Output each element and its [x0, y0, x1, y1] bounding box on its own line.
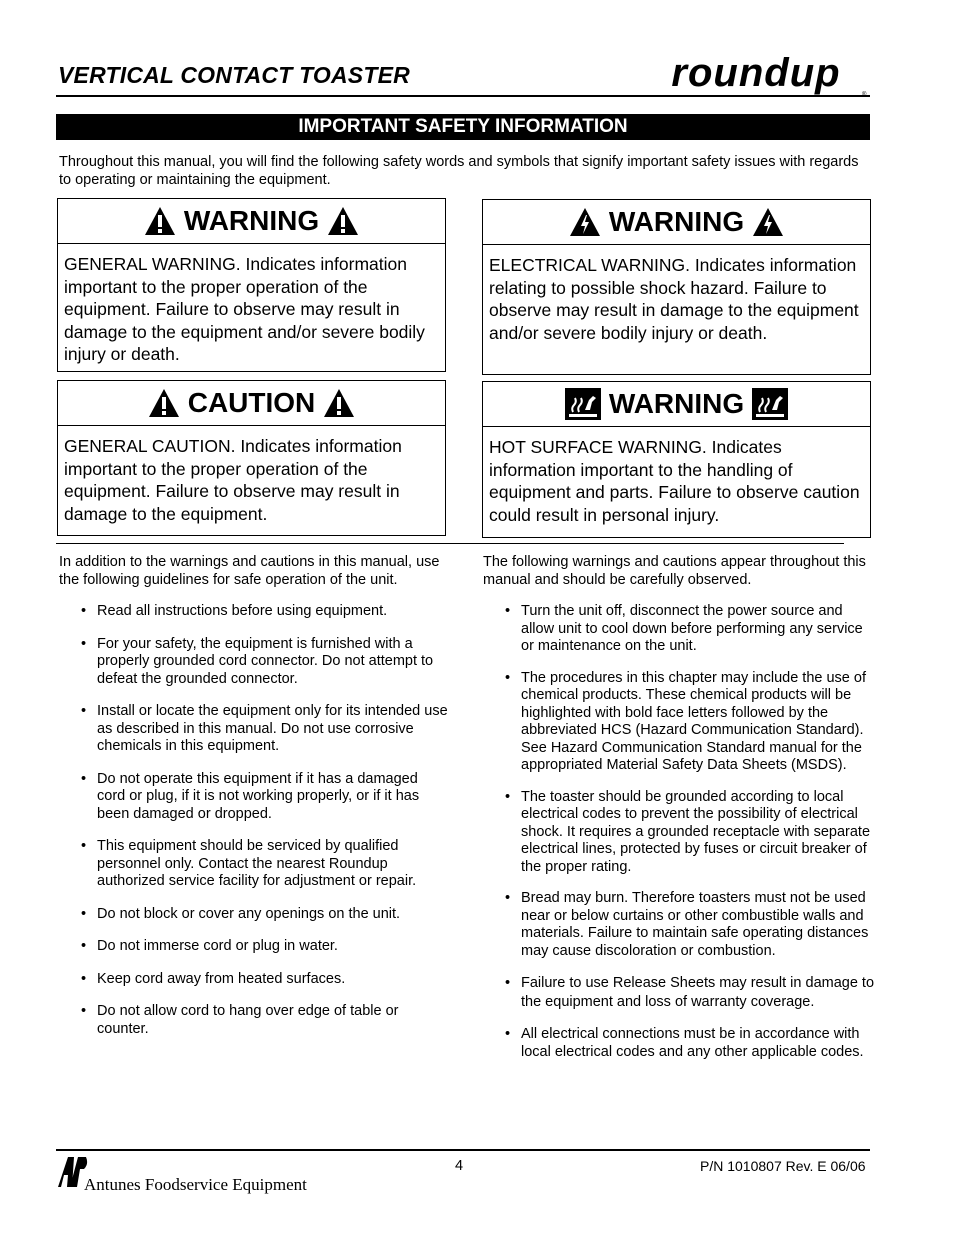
exclamation-triangle-icon — [323, 388, 355, 418]
hot-surface-warning-heading — [483, 382, 870, 427]
hot-surface-icon — [565, 388, 601, 420]
header-rule — [56, 95, 870, 97]
list-item: • All electrical connections must be in accordance with local electrical codes and any other applicable codes. — [505, 1026, 864, 1060]
list-item: • Bread may burn. Therefore toasters must not be used near or below curtains or other combustible walls and materials. Failure to maintain safe operating distances may cause discoloration or combustion. — [505, 890, 869, 959]
exclamation-triangle-icon — [148, 388, 180, 418]
list-item: • Failure to use Release Sheets may result in damage to the equipment and loss of warranty coverage. — [505, 975, 875, 1010]
company-name: Antunes Foodservice Equipment — [84, 1175, 307, 1194]
electrical-warning-box — [482, 199, 871, 375]
general-warning-box — [57, 198, 446, 372]
list-item: • Do not operate this equipment if it has a damaged cord or plug, if it is not working properly, or if it has been damaged or dropped. — [81, 770, 420, 822]
general-warning-text: GENERAL WARNING. Indicates information important to the proper operation of the equipment. Failure to observe may result in damage to the equipment and/or severe bodily injury or death. — [64, 254, 425, 364]
electrical-warning-heading — [483, 200, 870, 245]
roundup-logo — [640, 50, 872, 98]
exclamation-triangle-icon — [144, 206, 176, 236]
list-item: • The procedures in this chapter may include the use of chemical products. These chemical products will be highlighted with bold face letters followed by the abbreviated HCS (Hazard Communication Standard). See Hazard Communication Standard manual for the appropriated Material Safety Data Sheets (MSDS). — [505, 669, 866, 773]
column-divider-rule — [56, 543, 844, 544]
list-item: • Read all instructions before using equipment. — [81, 603, 388, 619]
lightning-triangle-icon — [569, 207, 601, 237]
list-item: • The toaster should be grounded according to local electrical codes to prevent the possibility of electrical shock. It requires a grounded receptacle with separate electrical lines, protected by fuses or circuit breaker of the proper rating. — [505, 788, 871, 875]
document-title: VERTICAL CONTACT TOASTER — [58, 62, 410, 88]
list-item: • This equipment should be serviced by qualified personnel only. Contact the nearest Roundup authorized service facility for adjustment or repair. — [81, 838, 417, 889]
exclamation-triangle-icon — [327, 206, 359, 236]
intro-paragraph: Throughout this manual, you will find the following safety words and symbols that signify important safety issues with regards to operating or maintaining the equipment. — [59, 154, 859, 188]
general-caution-text: GENERAL CAUTION. Indicates information important to the proper operation of the equipment. Failure to observe may result in damage to the equipment. — [64, 436, 402, 524]
left-bullet-list — [81, 603, 449, 1038]
svg-text:roundup: roundup — [671, 51, 841, 95]
general-caution-box — [57, 380, 446, 536]
list-item: • Do not block or cover any openings on the unit. — [81, 905, 401, 922]
page-number: 4 — [455, 1158, 464, 1174]
right-bullet-list — [505, 603, 875, 1061]
footer-rule — [56, 1149, 870, 1151]
left-column — [59, 554, 449, 1038]
hot-surface-icon — [752, 388, 788, 420]
warning-label: WARNING — [608, 388, 745, 419]
list-item: • Keep cord away from heated surfaces. — [81, 970, 346, 987]
list-item: • Install or locate the equipment only for its intended use as described in this manual. Do not use corrosive chemicals in this equipment. — [81, 703, 448, 754]
warning-label: WARNING — [183, 205, 320, 236]
general-warning-heading — [58, 199, 445, 244]
list-item: • Do not allow cord to hang over edge of table or counter. — [81, 1003, 399, 1037]
hot-surface-warning-text: HOT SURFACE WARNING. Indicates information important to the handling of equipment and parts. Failure to observe caution could result in personal injury. — [489, 437, 860, 525]
lightning-triangle-icon — [752, 207, 784, 237]
part-number: P/N 1010807 Rev. E 06/06 — [700, 1158, 866, 1174]
list-item: • For your safety, the equipment is furnished with a properly grounded cord connector. Do not attempt to defeat the grounded connector. — [81, 635, 434, 687]
hot-surface-warning-box — [482, 381, 871, 538]
caution-label: CAUTION — [187, 387, 316, 418]
list-item: • Turn the unit off, disconnect the power source and allow unit to cool down before performing any service or maintenance on the unit. — [505, 603, 863, 654]
right-column-intro: The following warnings and cautions appear throughout this manual and should be carefully observed. — [483, 554, 866, 588]
section-title: IMPORTANT SAFETY INFORMATION — [56, 114, 870, 140]
list-item: • Do not immerse cord or plug in water. — [81, 938, 338, 954]
warning-label: WARNING — [608, 206, 745, 237]
electrical-warning-text: ELECTRICAL WARNING. Indicates information relating to possible shock hazard. Failure to observe may result in damage to the equipment and/or severe bodily injury or death. — [489, 255, 859, 343]
right-column — [483, 554, 875, 1061]
general-caution-heading — [58, 381, 445, 426]
left-column-intro: In addition to the warnings and cautions in this manual, use the following guidelines for safe operation of the unit. — [59, 554, 440, 588]
